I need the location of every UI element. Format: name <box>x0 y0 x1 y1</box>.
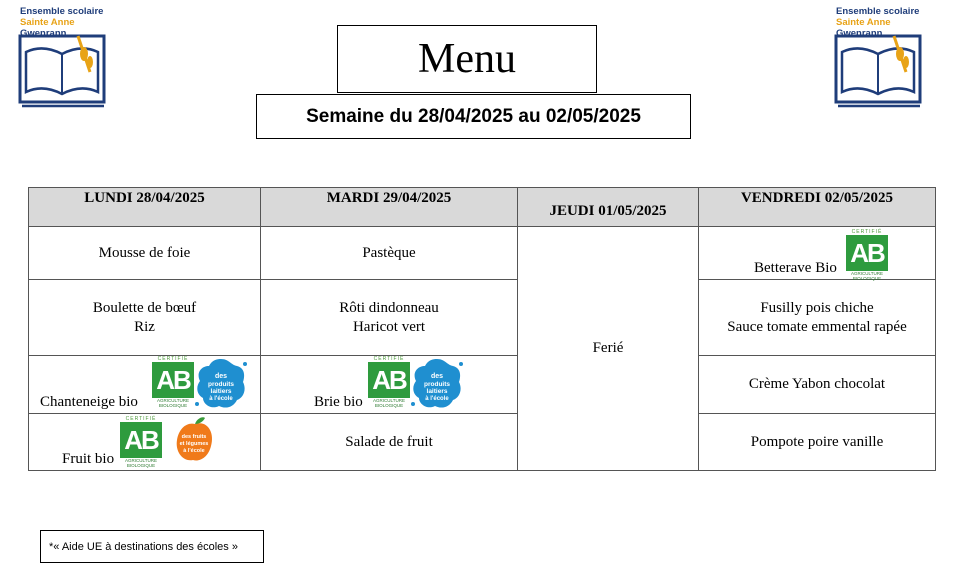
jeudi-ferie: Ferié <box>518 227 699 471</box>
lundi-laitage <box>29 356 261 414</box>
school-logo-left <box>18 6 108 110</box>
svg-text:des fruits: des fruits <box>181 434 207 440</box>
svg-text:des: des <box>214 373 228 380</box>
school-name-line3: Gwenrann <box>836 28 883 39</box>
svg-text:à l'école: à l'école <box>425 396 449 402</box>
mardi-laitage <box>261 356 518 414</box>
day-header-mardi: MARDI 29/04/2025 <box>261 188 518 227</box>
mardi-plat <box>261 280 518 356</box>
vendredi-entree <box>699 227 936 280</box>
lundi-plat <box>29 280 261 356</box>
ab-letters: AB <box>120 422 162 458</box>
mardi-plat-1: Rôti dindonneau <box>339 299 439 316</box>
svg-text:produits: produits <box>424 381 450 388</box>
school-logo-right <box>834 6 924 110</box>
ab-certif-label: CERTIFIÉ <box>851 229 883 235</box>
svg-text:à l'école: à l'école <box>209 396 233 402</box>
vendredi-laitage: Crème Yabon chocolat <box>699 356 936 414</box>
school-name-line1: Ensemble scolaire <box>20 6 104 17</box>
table-header-row <box>29 188 936 227</box>
menu-table <box>28 187 936 471</box>
ab-sub-label: AGRICULTURE BIOLOGIQUE <box>157 398 189 408</box>
school-milk-logo <box>409 356 465 412</box>
ab-organic-logo <box>119 416 163 468</box>
mardi-laitage-label: Brie bio <box>314 394 363 410</box>
ab-sub-label: AGRICULTURE BIOLOGIQUE <box>851 271 883 281</box>
day-header-lundi: LUNDI 28/04/2025 <box>29 188 261 227</box>
vendredi-plat-2: Sauce tomate emmental rapée <box>727 318 907 335</box>
table-row <box>29 280 936 356</box>
lundi-dessert-label: Fruit bio <box>62 451 115 467</box>
day-header-vendredi: VENDREDI 02/05/2025 <box>699 188 936 227</box>
lundi-dessert <box>29 414 261 471</box>
lundi-laitage-label: Chanteneige bio <box>40 394 138 410</box>
footnote: *« Aide UE à destinations des écoles » <box>40 530 264 563</box>
ab-sub-label: AGRICULTURE BIOLOGIQUE <box>373 398 405 408</box>
ab-certif-label: CERTIFIÉ <box>125 416 157 422</box>
lundi-plat-1: Boulette de bœuf <box>92 299 197 316</box>
ab-certif-label: CERTIFIÉ <box>157 356 189 362</box>
ab-letters: AB <box>152 362 194 398</box>
svg-text:à l'école: à l'école <box>183 448 205 454</box>
school-milk-logo <box>193 356 249 412</box>
table-row <box>29 356 936 414</box>
week-range: Semaine du 28/04/2025 au 02/05/2025 <box>256 94 691 139</box>
ab-sub-label: AGRICULTURE BIOLOGIQUE <box>125 458 157 468</box>
vendredi-plat <box>699 280 936 356</box>
school-name-line3: Gwenrann <box>20 28 67 39</box>
lundi-plat-2: Riz <box>134 318 155 335</box>
svg-text:produits: produits <box>208 381 234 388</box>
mardi-dessert: Salade de fruit <box>261 414 518 471</box>
svg-text:laitiers: laitiers <box>426 388 448 395</box>
book-icon <box>18 32 108 110</box>
ab-organic-logo <box>845 229 889 281</box>
ab-certif-label: CERTIFIÉ <box>373 356 405 362</box>
ab-letters: AB <box>368 362 410 398</box>
mardi-entree: Pastèque <box>261 227 518 280</box>
table-row <box>29 227 936 280</box>
vendredi-dessert: Pompote poire vanille <box>699 414 936 471</box>
vendredi-plat-1: Fusilly pois chiche <box>760 299 874 316</box>
school-name-line2: Sainte Anne <box>836 17 891 28</box>
school-name-line2: Sainte Anne <box>20 17 75 28</box>
day-header-jeudi: JEUDI 01/05/2025 <box>518 188 699 227</box>
book-icon <box>834 32 924 110</box>
svg-text:et légumes: et légumes <box>179 441 209 447</box>
svg-text:laitiers: laitiers <box>210 388 232 395</box>
svg-text:des: des <box>430 373 444 380</box>
school-name-line1: Ensemble scolaire <box>836 6 920 17</box>
mardi-plat-2: Haricot vert <box>352 318 426 335</box>
ab-letters: AB <box>846 235 888 271</box>
lundi-entree: Mousse de foie <box>29 227 261 280</box>
table-row <box>29 414 936 471</box>
ab-organic-logo <box>151 356 195 408</box>
vendredi-entree-label: Betterave Bio <box>754 260 837 276</box>
menu-title: Menu <box>337 25 597 93</box>
school-fruit-logo <box>175 416 215 464</box>
ab-organic-logo <box>367 356 411 408</box>
